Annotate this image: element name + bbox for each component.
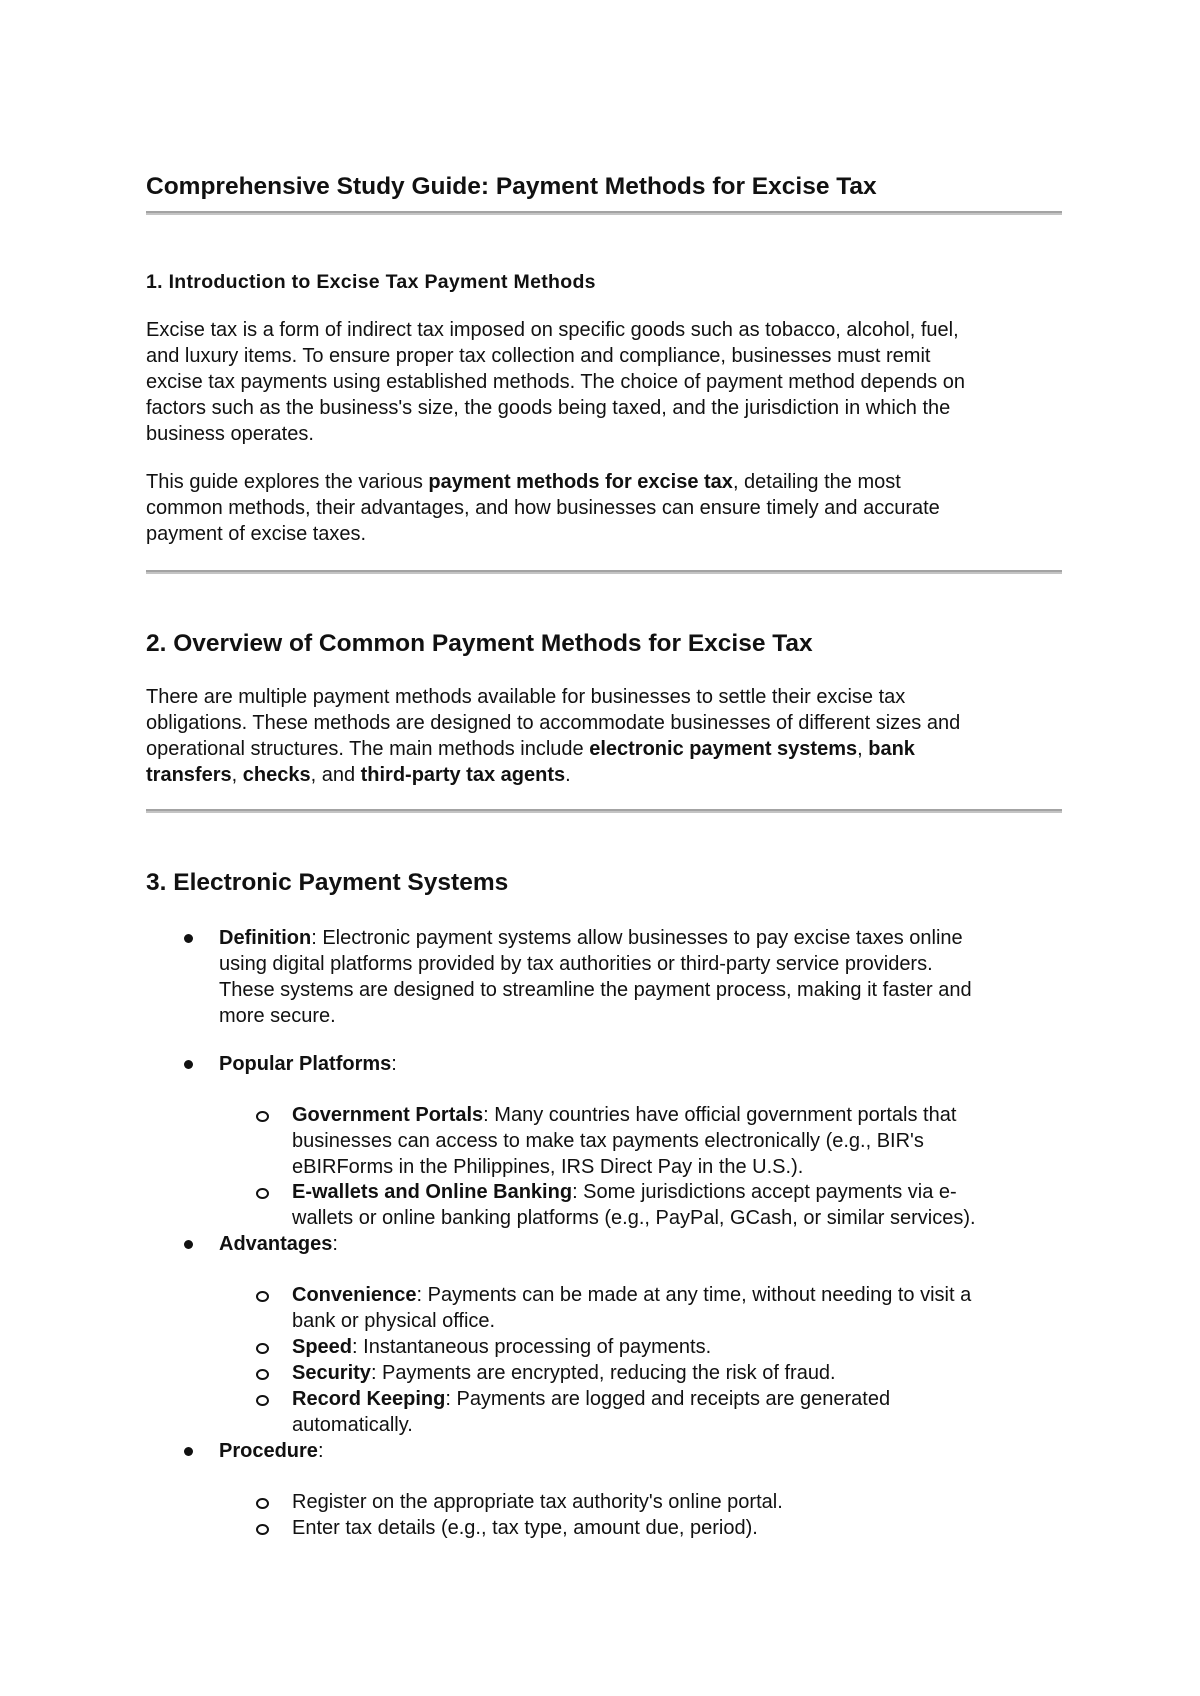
paragraph-line: These systems are designed to streamline the payment process, making it faster and xyxy=(219,979,972,1001)
section-3-heading: 3. Electronic Payment Systems xyxy=(146,869,509,896)
paragraph-line xyxy=(146,736,1062,762)
section-2-paragraph xyxy=(146,684,1062,788)
paragraph-line: Excise tax is a form of indirect tax imposed on specific goods such as tobacco, alcohol, fuel, xyxy=(146,319,959,341)
paragraph-line: eBIRForms in the Philippines, IRS Direct Pay in the U.S.). xyxy=(292,1156,804,1178)
bullet-circle-icon xyxy=(256,1188,269,1199)
emphasis-text: payment methods for excise tax xyxy=(428,471,733,493)
bullet-circle-icon xyxy=(256,1343,269,1354)
text-run: . xyxy=(565,764,571,786)
bullet-dot-icon xyxy=(184,1060,193,1069)
list-item-definition xyxy=(219,925,1062,1029)
item-label: E-wallets and Online Banking xyxy=(292,1181,573,1203)
sub-item-security xyxy=(292,1360,1062,1386)
sub-item-e-wallets xyxy=(292,1179,1062,1231)
text-run: This guide explores the various xyxy=(146,471,429,493)
section-1-heading: 1. Introduction to Excise Tax Payment Methods xyxy=(146,271,596,293)
item-label: Record Keeping xyxy=(292,1388,446,1410)
paragraph-line: using digital platforms provided by tax authorities or third-party service providers. xyxy=(219,953,933,975)
section-2-divider xyxy=(146,809,1062,813)
bullet-circle-icon xyxy=(256,1369,269,1380)
paragraph-line xyxy=(292,1360,1062,1386)
text-run: : Payments can be made at any time, without needing to visit a xyxy=(416,1284,972,1306)
item-label: Security xyxy=(292,1362,371,1384)
text-run: operational structures. The main methods include xyxy=(146,738,590,760)
text-run: : xyxy=(391,1053,397,1075)
paragraph-line: excise tax payments using established methods. The choice of payment method depends on xyxy=(146,371,966,393)
bullet-circle-icon xyxy=(256,1291,269,1302)
paragraph-line: obligations. These methods are designed to accommodate businesses of different sizes and xyxy=(146,712,961,734)
section-2-heading: 2. Overview of Common Payment Methods for Excise Tax xyxy=(146,630,813,657)
paragraph-line xyxy=(292,1334,1062,1360)
list-item-advantages xyxy=(219,1231,1062,1257)
paragraph-line: more secure. xyxy=(219,1005,336,1027)
text-run: : xyxy=(317,1440,324,1462)
text-run: : Payments are logged and receipts are generated xyxy=(445,1388,891,1410)
text-run: : Instantaneous processing of payments. xyxy=(352,1336,712,1358)
item-label: Advantages xyxy=(219,1233,333,1255)
section-1-divider xyxy=(146,570,1062,574)
paragraph-line xyxy=(292,1282,1062,1308)
item-label: Government Portals xyxy=(292,1104,484,1126)
item-label: Procedure xyxy=(219,1440,318,1462)
paragraph-line: There are multiple payment methods available for businesses to settle their excise tax xyxy=(146,686,906,708)
paragraph-line: Enter tax details (e.g., tax type, amount due, period). xyxy=(292,1517,758,1539)
text-run: : xyxy=(332,1233,338,1255)
section-1-paragraph-1 xyxy=(146,317,1062,447)
emphasis-text: checks xyxy=(242,764,311,786)
document-title: Comprehensive Study Guide: Payment Methods for Excise Tax xyxy=(146,173,877,200)
item-label: Speed xyxy=(292,1336,353,1358)
text-run: : Some jurisdictions accept payments via e- xyxy=(572,1181,957,1203)
paragraph-line xyxy=(219,1438,1062,1464)
bullet-circle-icon xyxy=(256,1498,269,1509)
paragraph-line xyxy=(146,762,1062,788)
item-label: Convenience xyxy=(292,1284,417,1306)
sub-item-record-keeping xyxy=(292,1386,1062,1438)
text-run: : Payments are encrypted, reducing the risk of fraud. xyxy=(370,1362,836,1384)
paragraph-line xyxy=(219,925,1062,951)
section-1-paragraph-2 xyxy=(146,469,1062,547)
paragraph-line: bank or physical office. xyxy=(292,1310,496,1332)
paragraph-line: common methods, their advantages, and how businesses can ensure timely and accurate xyxy=(146,497,940,519)
sub-item-government-portals xyxy=(292,1102,1062,1180)
text-run: , detailing the most xyxy=(732,471,901,493)
bullet-circle-icon xyxy=(256,1524,269,1535)
paragraph-line xyxy=(219,1231,1062,1257)
bullet-dot-icon xyxy=(184,1240,193,1249)
emphasis-text: bank xyxy=(868,738,915,760)
item-label: Definition xyxy=(219,927,312,949)
paragraph-line: and luxury items. To ensure proper tax collection and compliance, businesses must remit xyxy=(146,345,931,367)
title-divider xyxy=(146,211,1062,215)
paragraph-line xyxy=(219,1051,1062,1077)
bullet-circle-icon xyxy=(256,1111,269,1122)
text-run: , xyxy=(857,738,869,760)
bullet-dot-icon xyxy=(184,934,193,943)
bullet-circle-icon xyxy=(256,1395,269,1406)
text-run: : Electronic payment systems allow businesses to pay excise taxes online xyxy=(311,927,963,949)
text-run: , and xyxy=(310,764,361,786)
emphasis-text: transfers xyxy=(146,764,232,786)
paragraph-line: factors such as the business's size, the goods being taxed, and the jurisdiction in which the xyxy=(146,397,951,419)
paragraph-line: businesses can access to make tax payments electronically (e.g., BIR's xyxy=(292,1130,924,1152)
sub-item-speed xyxy=(292,1334,1062,1360)
list-item-procedure xyxy=(219,1438,1062,1464)
paragraph-line xyxy=(146,469,1062,495)
paragraph-line: payment of excise taxes. xyxy=(146,523,367,545)
paragraph-line xyxy=(292,1386,1062,1412)
paragraph-line: Register on the appropriate tax authority's online portal. xyxy=(292,1491,783,1513)
list-item-popular-platforms xyxy=(219,1051,1062,1077)
paragraph-line: business operates. xyxy=(146,423,314,445)
text-run: : Many countries have official government portals that xyxy=(483,1104,957,1126)
paragraph-line xyxy=(292,1102,1062,1128)
sub-item-convenience xyxy=(292,1282,1062,1334)
text-run: , xyxy=(231,764,243,786)
paragraph-line: wallets or online banking platforms (e.g., PayPal, GCash, or similar services). xyxy=(292,1207,976,1229)
sub-item-register xyxy=(292,1489,1062,1515)
bullet-dot-icon xyxy=(184,1447,193,1456)
paragraph-line: automatically. xyxy=(292,1414,413,1436)
emphasis-text: electronic payment systems xyxy=(589,738,858,760)
paragraph-line xyxy=(292,1179,1062,1205)
sub-item-enter-details xyxy=(292,1515,1062,1541)
item-label: Popular Platforms xyxy=(219,1053,392,1075)
emphasis-text: third-party tax agents xyxy=(360,764,566,786)
